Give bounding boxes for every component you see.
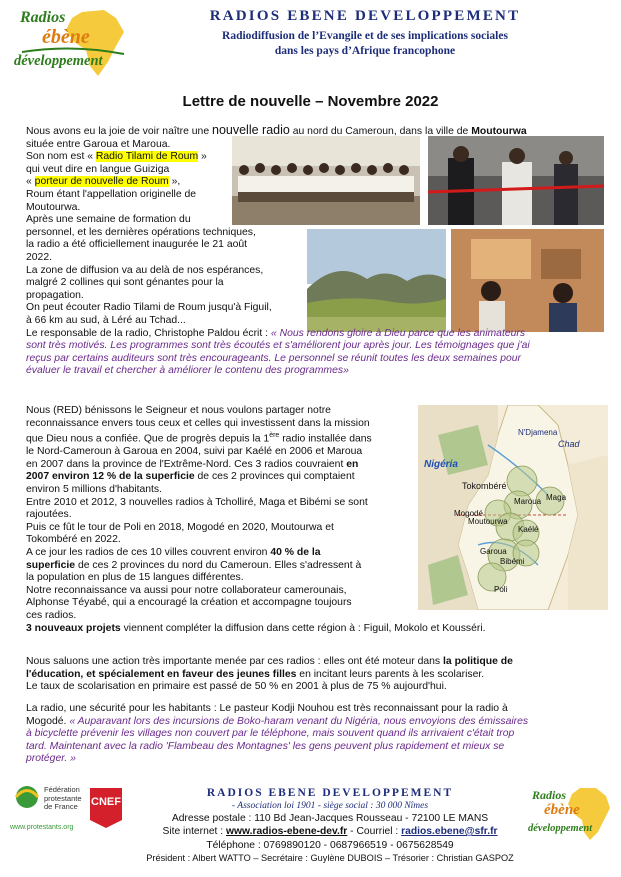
intro-line: Après une semaine de formation du (26, 214, 191, 226)
letter-title: Lettre de nouvelle – Novembre 2022 (182, 93, 439, 110)
intro-text: », (168, 176, 181, 188)
map-label-poli: Poli (494, 585, 508, 594)
intro-text: » (198, 151, 207, 163)
website-link[interactable]: www.radios-ebene-dev.fr (225, 826, 348, 837)
quote-line: protéger. » (26, 753, 76, 765)
fpf-logo (8, 784, 82, 844)
red-line: Notre reconnaissance va aussi pour notre collaborateur camerounais, (26, 584, 347, 596)
intro-text: au nord du Cameroun, dans la ville de (289, 126, 472, 137)
intro-text: Le responsable de la radio, Christophe Paldou écrit : (26, 327, 271, 339)
red-line: Puis ce fût le tour de Poli en 2018, Mogodé en 2020, Moutourwa et (26, 521, 334, 533)
intro-text: Nous avons eu la joie de voir naître une (26, 126, 212, 137)
email-link[interactable]: radios.ebene@sfr.fr (401, 826, 498, 837)
cnef-text: CNEF (91, 796, 121, 808)
intro-line: La zone de diffusion va au delà de nos espérances, (26, 264, 264, 276)
quote-line: reçus par certains auditeurs sont très encourageants. Le personnel se réunit toutes les deux semaines pour (26, 352, 521, 364)
red-line: le Nord-Cameroun à Garoua en 2004, suivi par Kaélé en 2006 et Maroua (26, 446, 363, 458)
red-line: Tokombéré en 2022. (26, 534, 121, 546)
map-label-moutourwa: Moutourwa (468, 517, 508, 526)
footer-address: Adresse postale : 110 Bd Jean-Jacques Rousseau - 72100 LE MANS (171, 813, 489, 824)
quote-text: « Nous rendons gloire à Dieu parce que les animateurs (270, 327, 526, 339)
education-text: en incitant leurs parents à les scolariser. (296, 668, 485, 680)
logo-word-ebene: ébène (42, 26, 90, 48)
intro-line (26, 328, 596, 341)
intro-line: la radio a été officiellement inaugurée le 21 août (26, 239, 248, 251)
red-bold: en (346, 458, 359, 470)
quote-line: évaluer le travail et chercher à améliorer le contenu des programmes» (26, 365, 349, 377)
fpf-name (44, 786, 82, 812)
map-label-chad: Chad (558, 439, 580, 449)
map-label-kaele: Kaélé (518, 525, 539, 534)
intro-line: qui veut dire en langue Guiziga (26, 163, 170, 175)
map-label-maga: Maga (546, 493, 567, 502)
red-bold: 2007 environ 12 % de la superficie (26, 471, 195, 483)
red-line: la population en plus de 15 langues différentes. (26, 572, 244, 584)
intro-line: Roum étant l'appellation originelle de (26, 188, 197, 200)
red-footer-logo (528, 786, 612, 842)
radio-name-highlight: Radio Tilami de Roum (95, 151, 199, 163)
intro-text: Son nom est « (26, 151, 96, 163)
security-line (26, 716, 606, 729)
mail-label: - Courriel : (347, 826, 402, 837)
logo-word-ebene: ébène (544, 802, 580, 818)
education-paragraph (26, 656, 606, 694)
red-line (26, 622, 486, 636)
logo-word-radios: Radios (20, 9, 66, 26)
radio-meaning-highlight: porteur de nouvelle de Roum (34, 176, 169, 188)
intro-line: Moutourwa. (26, 201, 81, 213)
intro-line: propagation. (26, 289, 84, 301)
footer-phone: Téléphone : 0769890120 - 0687966519 - 0675628549 (206, 840, 454, 851)
footer-contacts (120, 826, 540, 837)
org-title: RADIOS EBENE DEVELOPPEMENT (209, 8, 521, 24)
red-line: ces radios. (26, 609, 77, 621)
footer-title: RADIOS EBENE DEVELOPPEMENT (206, 787, 454, 799)
red-bold: 40 % de la (270, 547, 321, 558)
education-line: Le taux de scolarisation en primaire est passé de 50 % en 2001 à plus de 75 % aujourd'hui. (26, 681, 447, 693)
red-line: Alphonse Téyabé, qui a encouragé la création et accompagne toujours (26, 597, 352, 609)
map-label-bibemi: Bibémi (500, 557, 525, 566)
map-label-nigeria: Nigéria (424, 459, 458, 470)
intro-emphasis: nouvelle radio (212, 123, 290, 137)
red-logo (12, 6, 130, 82)
map-label-ndjamena: N'Djamena (518, 428, 558, 437)
red-line (26, 430, 416, 446)
red-line: environ 5 millions d'habitants. (26, 484, 162, 496)
quote-line: sont très motivés. Les programmes sont très écoutés et s'améliorent jour après jour. Les témoignages que j'ai (26, 340, 530, 352)
intro-line: 2022. (26, 251, 53, 263)
org-subtitle-line2: dans les pays d’Afrique francophone (274, 45, 456, 57)
org-subtitle (140, 29, 590, 59)
region-map (418, 405, 608, 610)
intro-line: située entre Garoua et Maroua. (26, 138, 171, 150)
education-line (26, 656, 606, 669)
quote-line: à bicyclette prévenir les villages non couvert par le téléphone, mais souvent quand ils arrivaient c'était trop (26, 728, 515, 740)
education-bold: l'éducation, et spécialement en faveur des jeunes filles (26, 668, 297, 680)
security-text: Mogodé. (26, 715, 70, 727)
logo-word-developpement: développement (14, 53, 103, 69)
intro-line: On peut écouter Radio Tilami de Roum jusqu'à Figuil, (26, 302, 272, 314)
fpf-name-line: Fédération (44, 785, 80, 794)
fpf-name-line: de France (44, 802, 78, 811)
security-paragraph (26, 703, 606, 766)
intro-line (26, 124, 596, 139)
logo-word-radios: Radios (532, 788, 567, 802)
red-bold: 3 nouveaux projets (26, 622, 121, 634)
red-line (26, 471, 416, 484)
map-label-maroua: Maroua (514, 497, 542, 506)
red-bold: superficie (26, 559, 76, 571)
red-line: Entre 2010 et 2012, 3 nouvelles radios à Tcholliré, Maga et Bibémi se sont (26, 496, 368, 508)
red-text: A ce jour les radios de ces 10 villes couvrent environ (26, 547, 271, 558)
red-line: reconnaissance envers tous ceux et celles qui investissent dans la mission (26, 417, 370, 429)
intro-line: personnel, et les dernières opérations techniques, (26, 226, 256, 238)
quote-line: tard. Maintenant avec la radio 'Flambeau des Montagnes' les gens peuvent plus rapidement et mieux se (26, 740, 505, 752)
map-label-mogode: Mogodé (454, 509, 483, 518)
red-line: rajoutées. (26, 509, 72, 521)
logo-word-developpement: développement (528, 823, 593, 834)
map-label-garoua: Garoua (480, 547, 507, 556)
education-bold: la politique de (443, 656, 513, 667)
intro-line (26, 151, 596, 164)
red-line: Nous (RED) bénissons le Seigneur et nous voulons partager notre (26, 405, 331, 416)
red-text: de ces 2 provinces du nord du Cameroun. Elles s'adressent à (75, 559, 362, 571)
red-line (26, 560, 416, 573)
education-line (26, 669, 606, 682)
fpf-url: www.protestants.org (10, 824, 74, 831)
red-text: viennent compléter la diffusion dans cette région à : Figuil, Mokolo et Kousséri. (120, 622, 486, 634)
footer-association: - Association loi 1901 - siège social : 30 000 Nîmes (231, 801, 429, 811)
red-text: de ces 2 provinces qui comptaient (194, 471, 355, 483)
security-line: La radio, une sécurité pour les habitants : Le pasteur Kodji Nouhou est très reconnaissant pour la radio à (26, 703, 508, 714)
quote-text: « Auparavant lors des incursions de Boko-haram venant du Nigéria, nous envoyions des émissaires (69, 715, 529, 727)
ordinal-superscript: ère (269, 432, 280, 440)
footer-board: Président : Albert WATTO – Secrétaire : Guylène DUBOIS – Trésorier : Christian GASPOZ (146, 853, 514, 863)
org-subtitle-line1: Radiodiffusion de l’Evangile et de ses implications sociales (222, 30, 508, 42)
fpf-emblem-icon (12, 784, 42, 810)
fpf-name-line: protestante (44, 793, 82, 803)
site-label: Site internet : (162, 826, 226, 837)
red-line (26, 547, 416, 560)
intro-line: malgré 2 collines qui sont génantes pour la (26, 277, 224, 289)
intro-text: « (26, 176, 35, 188)
education-text: Nous saluons une action très importante menée par ces radios : elles ont été moteur dans (26, 656, 444, 667)
red-line (26, 459, 416, 472)
intro-place-name: Moutourwa (471, 126, 527, 137)
red-text: radio installée dans (279, 433, 372, 445)
red-text: en 2007 dans la province de l'Extrême-Nord. Ces 3 radios couvraient (26, 458, 347, 470)
map-label-tokombere: Tokombéré (462, 481, 507, 491)
intro-line: à 66 km au sud, à Léré au Tchad... (26, 314, 186, 326)
intro-line (26, 176, 596, 189)
intro-paragraph (26, 124, 596, 378)
red-text: que Dieu nous a confiée. Que de progrès depuis la 1 (26, 433, 270, 445)
